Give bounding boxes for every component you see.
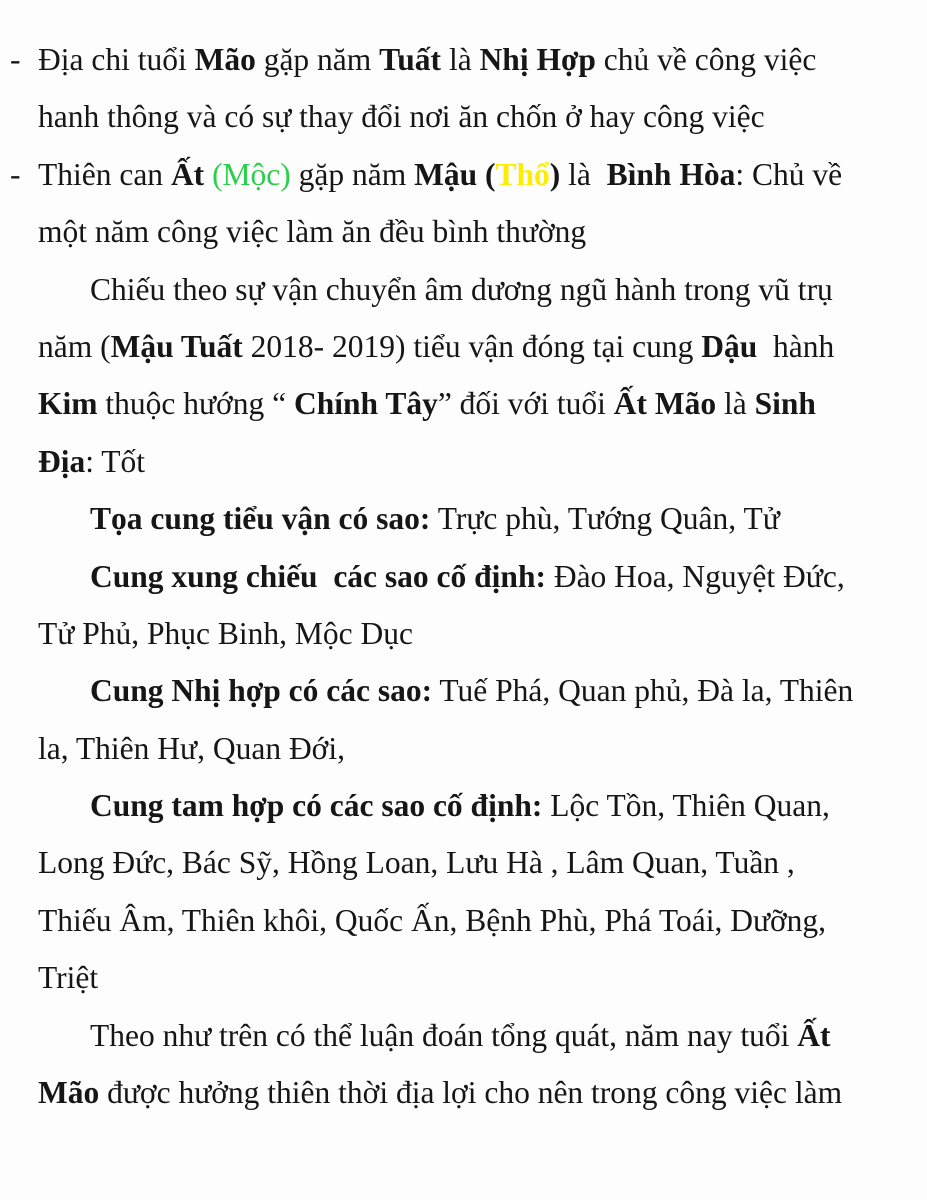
text-run: Mão [38, 1075, 100, 1111]
text-run: Địa chi tuổi [38, 42, 195, 77]
text-run: Sinh [754, 386, 816, 422]
text-line [90, 261, 903, 318]
text-run: Tử Phủ, Phục Binh, Mộc Dục [38, 615, 413, 651]
text-run: Theo như trên có thể luận đoán tổng quát, năm nay tuổi [90, 1017, 798, 1053]
text-run: được hưởng thiên thời địa lợi cho nên trong công việc làm [99, 1075, 843, 1111]
text-run: Tọa cung tiểu vận có sao: [90, 501, 431, 537]
text-line [38, 88, 903, 145]
text-run: thuộc hướng “ [97, 386, 294, 422]
text-run: Ất [170, 156, 205, 192]
text-run: Mão [194, 42, 256, 77]
bullet-dash: - [10, 156, 21, 192]
text-line [38, 318, 903, 375]
text-run: Bình Hòa [606, 156, 736, 192]
text-run: Thiên can [38, 156, 171, 192]
text-run: Cung xung chiếu các sao cố định: [90, 558, 546, 594]
text-run: ” đối với tuổi [437, 386, 614, 422]
text-run: Chiếu theo sự vận chuyển âm dương ngũ hành trong vũ trụ [90, 271, 833, 307]
text-run: gặp năm [255, 42, 380, 77]
text-run: Mậu [414, 156, 478, 192]
text-line [38, 203, 903, 260]
text-line [38, 892, 903, 949]
text-line [90, 1007, 903, 1064]
text-run: Dậu [701, 328, 758, 364]
text-run: là [560, 156, 607, 192]
text-run: năm ( [38, 328, 111, 364]
text-line [38, 949, 903, 1006]
text-run: la, Thiên Hư, Quan Đới, [38, 730, 345, 766]
text-run: Ất [797, 1017, 831, 1053]
text-line [38, 605, 903, 662]
text-run: Mậu Tuất [110, 328, 243, 364]
text-run: Lộc Tồn, Thiên Quan, [542, 788, 830, 824]
text-line [38, 834, 903, 891]
text-run: Long Đức, Bác Sỹ, Hồng Loan, Lưu Hà , Lâm Quan, Tuần , [38, 845, 795, 881]
document-body [10, 31, 903, 1121]
text-run: là [441, 42, 480, 77]
text-run: chủ về công việc [595, 42, 817, 77]
text-run: ( [477, 156, 496, 192]
text-run: hành [757, 328, 835, 364]
text-line [90, 662, 903, 719]
text-line [90, 548, 903, 605]
text-run: Cung Nhị hợp có các sao: [90, 673, 433, 709]
text-run: Chính Tây [293, 386, 438, 422]
text-line [38, 433, 903, 490]
text-line [90, 777, 903, 834]
text-line [90, 490, 903, 547]
text-run: 2018- 2019) tiểu vận đóng tại cung [242, 328, 702, 364]
text-run: Tuất [379, 42, 442, 77]
text-line [10, 31, 903, 88]
text-run: một năm công việc làm ăn đều bình thường [38, 214, 587, 250]
text-line [38, 720, 903, 777]
text-run: Kim [38, 386, 98, 422]
text-run: Nhị Hợp [479, 42, 596, 77]
text-run: Ất Mão [613, 386, 717, 422]
text-run: Địa [38, 443, 86, 479]
text-run: Đào Hoa, Nguyệt Đức, [545, 558, 845, 594]
text-run: là [716, 386, 755, 422]
text-line [38, 1064, 903, 1121]
text-run: Thổ [495, 156, 550, 192]
text-run [204, 157, 212, 192]
text-run: Triệt [38, 960, 99, 996]
text-run: : Tốt [85, 443, 146, 479]
text-line [38, 375, 903, 432]
bullet-dash: - [10, 42, 21, 77]
text-run: ) [549, 156, 561, 192]
text-line [10, 146, 903, 203]
text-run: gặp năm [290, 156, 415, 192]
text-run: Cung tam hợp có các sao cố định: [90, 788, 543, 824]
text-run: Thiếu Âm, Thiên khôi, Quốc Ấn, Bệnh Phù, Phá Toái, Dưỡng, [38, 902, 827, 938]
text-run: Tuế Phá, Quan phủ, Đà la, Thiên [432, 673, 854, 709]
text-run: Trực phù, Tướng Quân, Tử [430, 501, 780, 537]
text-run: : Chủ về [735, 156, 843, 192]
text-run: hanh thông và có sự thay đổi nơi ăn chốn ở hay công việc [38, 99, 765, 135]
text-run: (Mộc) [212, 156, 291, 192]
